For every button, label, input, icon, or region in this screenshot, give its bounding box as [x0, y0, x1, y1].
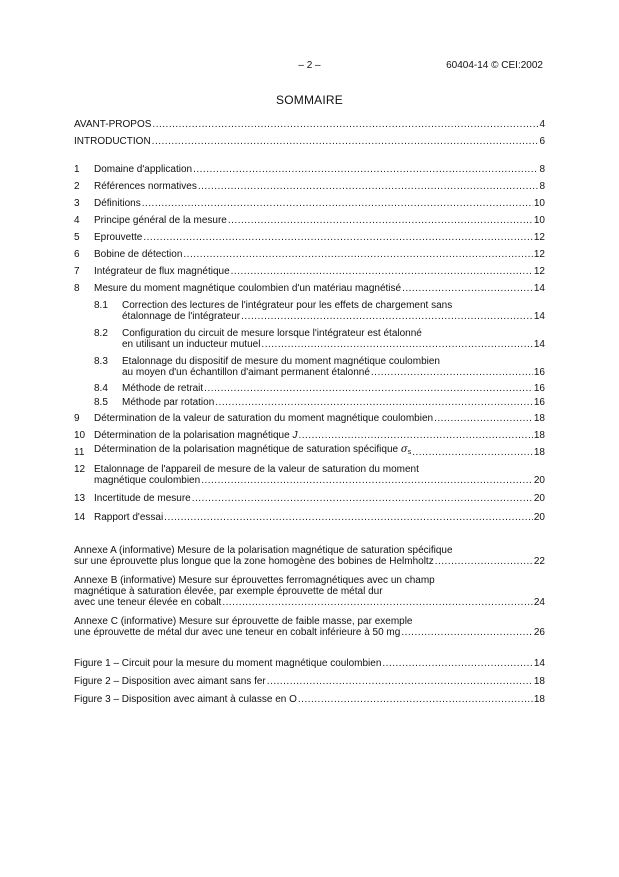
- toc-entry-label: Figure 1 – Circuit pour la mesure du moment magnétique coulombien: [74, 658, 382, 669]
- toc-entry-label-line1: Annexe A (informative) Mesure de la polarisation magnétique de saturation spécifique: [74, 545, 453, 556]
- toc-entry-14[interactable]: [74, 512, 545, 523]
- toc-entry-11[interactable]: [74, 444, 545, 458]
- toc-entry-number: 8.4: [94, 383, 108, 394]
- toc-entry-label: Définitions: [94, 198, 141, 209]
- toc-entry-10[interactable]: [74, 430, 545, 441]
- toc-entry-label-line2: une éprouvette de métal dur avec une teneur en cobalt inférieure à 50 mg: [74, 627, 401, 638]
- toc-entry-label: Méthode de retrait: [122, 383, 204, 394]
- toc-entry-page: 16: [533, 383, 545, 394]
- toc-entry-label: Principe général de la mesure: [94, 215, 227, 226]
- toc-entry-page: 26: [533, 627, 545, 638]
- toc-entry-page: 10: [533, 215, 545, 226]
- toc-entry-number: 10: [74, 430, 86, 441]
- toc-entry-label-line1: Annexe C (informative) Mesure sur éprouvette de faible masse, par exemple: [74, 616, 413, 627]
- toc-entry-label: Détermination de la valeur de saturation du moment magnétique coulombien: [94, 413, 434, 424]
- toc-entry-9[interactable]: [74, 413, 545, 424]
- toc-entry-label-line2: en utilisant un inducteur mutuel: [122, 339, 261, 350]
- toc-entry-label: Références normatives: [94, 181, 197, 192]
- toc-entry-label: Méthode par rotation: [122, 397, 215, 408]
- page-number: – 2 –: [298, 60, 321, 71]
- toc-entry-number: 1: [74, 164, 80, 175]
- toc-entry-page: 8: [539, 181, 545, 192]
- toc-entry-figure-3[interactable]: [74, 694, 545, 705]
- toc-entry-number: 8.1: [94, 300, 108, 311]
- toc-entry-avant-propos[interactable]: [74, 119, 545, 130]
- toc-entry-8-3[interactable]: [74, 356, 545, 378]
- toc-entry-page: 6: [539, 136, 545, 147]
- toc-entry-annexe-b[interactable]: [74, 575, 545, 608]
- toc-entry-figure-2[interactable]: [74, 676, 545, 687]
- toc-entry-label: Détermination de la polarisation magnétique: [94, 430, 290, 441]
- toc-entry-page: 18: [533, 413, 545, 424]
- toc-entry-label: Bobine de détection: [94, 249, 183, 260]
- document-reference: 60404-14 © CEI:2002: [446, 60, 543, 71]
- toc-entry-page: 12: [533, 249, 545, 260]
- toc-entry-label: Mesure du moment magnétique coulombien d'un matériau magnétisé: [94, 283, 402, 294]
- toc-entry-label-line1: Annexe B (informative) Mesure sur éprouvettes ferromagnétiques avec un champ: [74, 575, 435, 586]
- toc-entry-number: 11: [74, 447, 85, 458]
- toc-entry-number: 8.5: [94, 397, 108, 408]
- toc-entry-number: 13: [74, 493, 86, 504]
- toc-entry-label-line1: Etalonnage du dispositif de mesure du moment magnétique coulombien: [122, 356, 440, 367]
- toc-entry-1[interactable]: [74, 164, 545, 175]
- toc-entry-number: 9: [74, 413, 80, 424]
- toc-entry-3[interactable]: [74, 198, 545, 209]
- toc-entry-6[interactable]: [74, 249, 545, 260]
- toc-entry-4[interactable]: [74, 215, 545, 226]
- toc-entry-label: Figure 3 – Disposition avec aimant à culasse en O: [74, 694, 297, 705]
- toc-entry-page: 20: [533, 475, 545, 486]
- toc-title: SOMMAIRE: [276, 93, 343, 107]
- toc-entry-page: 14: [533, 311, 545, 322]
- toc-entry-label: Détermination de la polarisation magnétique de saturation spécifique: [94, 444, 399, 455]
- toc-entry-label-line1: Etalonnage de l'appareil de mesure de la valeur de saturation du moment: [94, 464, 419, 475]
- toc-entry-label: INTRODUCTION: [74, 136, 151, 147]
- toc-entry-number: 14: [74, 512, 86, 523]
- toc-entry-page: 18: [533, 676, 545, 687]
- symbol-j: J: [292, 430, 298, 441]
- toc-entry-number: 8.2: [94, 328, 108, 339]
- toc-entry-12[interactable]: [74, 464, 545, 486]
- toc-entry-page: 14: [533, 339, 545, 350]
- toc-entry-page: 16: [533, 397, 545, 408]
- toc-entry-page: 12: [533, 266, 545, 277]
- toc-entry-number: 6: [74, 249, 80, 260]
- toc-entry-page: 14: [533, 283, 545, 294]
- toc-entry-page: 22: [533, 556, 545, 567]
- toc-entry-label-line2: au moyen d'un échantillon d'aimant permanent étalonné: [122, 367, 370, 378]
- toc-entry-number: 8: [74, 283, 80, 294]
- toc-entry-page: 20: [533, 512, 545, 523]
- toc-entry-label: Incertitude de mesure: [94, 493, 191, 504]
- toc-entry-label: Intégrateur de flux magnétique: [94, 266, 230, 277]
- toc-entry-13[interactable]: [74, 493, 545, 504]
- toc-entry-annexe-a[interactable]: [74, 545, 545, 567]
- toc-entry-label: Rapport d'essai: [94, 512, 164, 523]
- toc-entry-label-line2: étalonnage de l'intégrateur: [122, 311, 241, 322]
- toc-entry-label: Figure 2 – Disposition avec aimant sans fer: [74, 676, 266, 687]
- toc-entry-annexe-c[interactable]: [74, 616, 545, 638]
- toc-entry-label: Domaine d'application: [94, 164, 193, 175]
- toc-entry-7[interactable]: [74, 266, 545, 277]
- toc-entry-page: 18: [533, 430, 545, 441]
- toc-entry-number: 3: [74, 198, 80, 209]
- toc-entry-number: 4: [74, 215, 80, 226]
- symbol-sigma: σ: [400, 444, 408, 455]
- toc-entry-page: 4: [539, 119, 545, 130]
- table-of-contents: [74, 119, 545, 739]
- toc-entry-page: 16: [533, 367, 545, 378]
- toc-entry-label-line2: magnétique coulombien: [94, 475, 201, 486]
- toc-entry-label: AVANT-PROPOS: [74, 119, 152, 130]
- toc-entry-label-line1: Configuration du circuit de mesure lorsque l'intégrateur est étalonné: [122, 328, 422, 339]
- toc-entry-number: 12: [74, 464, 86, 475]
- toc-entry-label-line1: Correction des lectures de l'intégrateur pour les effets de chargement sans: [122, 300, 453, 311]
- toc-entry-label: Eprouvette: [94, 232, 143, 243]
- toc-entry-number: 2: [74, 181, 80, 192]
- toc-entry-number: 7: [74, 266, 80, 277]
- toc-entry-8-2[interactable]: [74, 328, 545, 350]
- toc-entry-figure-1[interactable]: [74, 658, 545, 669]
- toc-entry-5[interactable]: [74, 232, 545, 243]
- toc-entry-page: 8: [539, 164, 545, 175]
- toc-entry-page: 20: [533, 493, 545, 504]
- toc-entry-label-line2: magnétique à saturation élevée, par exemple éprouvette de métal dur: [74, 586, 383, 597]
- toc-entry-page: 12: [533, 232, 545, 243]
- toc-entry-page: 10: [533, 198, 545, 209]
- toc-entry-8[interactable]: [74, 283, 545, 294]
- toc-entry-8-1[interactable]: [74, 300, 545, 322]
- toc-entry-introduction[interactable]: [74, 136, 545, 147]
- symbol-subscript: s: [407, 449, 412, 456]
- toc-entry-2[interactable]: [74, 181, 545, 192]
- toc-entry-number: 5: [74, 232, 80, 243]
- toc-entry-label-line3: avec une teneur élevée en cobalt: [74, 597, 222, 608]
- toc-entry-page: 18: [533, 694, 545, 705]
- toc-entry-page: 14: [533, 658, 545, 669]
- toc-entry-label-line2: sur une éprouvette plus longue que la zone homogène des bobines de Helmholtz: [74, 556, 434, 567]
- toc-entry-page: 18: [533, 447, 545, 458]
- toc-entry-number: 8.3: [94, 356, 108, 367]
- toc-entry-page: 24: [533, 597, 545, 608]
